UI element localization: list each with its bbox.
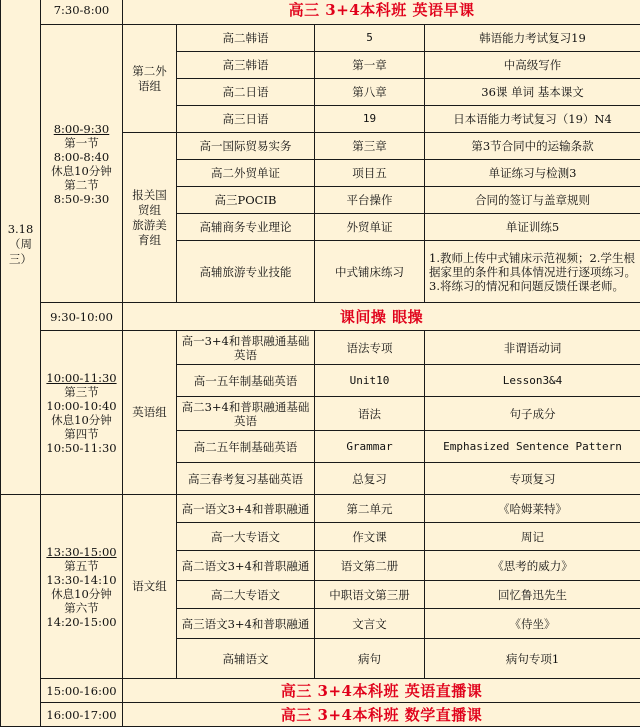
unit-cell: 第八章 <box>315 79 425 106</box>
unit-cell: 19 <box>315 106 425 133</box>
block1-period-2-time: 8:50-9:30 <box>43 192 120 206</box>
unit-cell: 语文第二册 <box>315 551 425 581</box>
group-second-language-line-2: 语组 <box>125 79 174 94</box>
content-cell: Emphasized Sentence Pattern <box>425 431 640 463</box>
content-cell: Lesson3&4 <box>425 365 640 397</box>
morning-time: 7:30-8:00 <box>41 0 123 25</box>
unit-cell: 文言文 <box>315 609 425 639</box>
content-cell: 病句专项1 <box>425 639 640 679</box>
course-cell: 高辅语文 <box>177 639 315 679</box>
course-cell: 高二大专语文 <box>177 581 315 609</box>
group-chinese: 语文组 <box>123 495 177 679</box>
content-cell: 《侍坐》 <box>425 609 640 639</box>
break-banner: 课间操 眼操 <box>123 303 640 331</box>
block2-period-2: 第四节 <box>43 427 120 441</box>
course-cell: 高二日语 <box>177 79 315 106</box>
unit-cell: 5 <box>315 25 425 52</box>
block1-time <box>41 25 123 303</box>
course-cell: 高辅商务专业理论 <box>177 214 315 241</box>
content-cell: 第3节合同中的运输条款 <box>425 133 640 160</box>
content-cell: 非谓语动词 <box>425 331 640 365</box>
content-cell: 单证练习与检测3 <box>425 160 640 187</box>
unit-cell: 第二单元 <box>315 495 425 523</box>
unit-cell: 第三章 <box>315 133 425 160</box>
content-cell: 专项复习 <box>425 463 640 495</box>
unit-cell: 语法 <box>315 397 425 431</box>
course-cell: 高一国际贸易实务 <box>177 133 315 160</box>
content-cell: 回忆鲁迅先生 <box>425 581 640 609</box>
course-cell: 高二外贸单证 <box>177 160 315 187</box>
course-cell: 高二五年制基础英语 <box>177 431 315 463</box>
unit-cell: 病句 <box>315 639 425 679</box>
course-cell: 高一大专语文 <box>177 523 315 551</box>
content-cell: 日本语能力考试复习（19）N4 <box>425 106 640 133</box>
content-cell: 36课 单词 基本课文 <box>425 79 640 106</box>
course-cell: 高一五年制基础英语 <box>177 365 315 397</box>
block2-period-1-time: 10:00-10:40 <box>43 399 120 413</box>
block2-time <box>41 331 123 495</box>
course-cell: 高辅旅游专业技能 <box>177 241 315 303</box>
live1-time: 15:00-16:00 <box>41 679 123 703</box>
group-english: 英语组 <box>123 331 177 495</box>
unit-cell: 项目五 <box>315 160 425 187</box>
unit-cell: 语法专项 <box>315 331 425 365</box>
block2-rest: 休息10分钟 <box>43 413 120 427</box>
day-cell-continued <box>1 495 41 727</box>
unit-cell: 第一章 <box>315 52 425 79</box>
unit-cell: 中职语文第三册 <box>315 581 425 609</box>
content-cell: 周记 <box>425 523 640 551</box>
block3-period-1: 第五节 <box>43 559 120 573</box>
day-weekday-1: （周 <box>3 237 38 252</box>
unit-cell: 外贸单证 <box>315 214 425 241</box>
block1-period-1-time: 8:00-8:40 <box>43 150 120 164</box>
content-cell: 中高级写作 <box>425 52 640 79</box>
unit-cell: 总复习 <box>315 463 425 495</box>
content-cell-note: 1.教师上传中式铺床示范视频；2.学生根据家里的条件和具体情况进行逐项练习。3.将练习的情况和问题反馈任课老师。 <box>425 241 640 303</box>
live2-banner: 高三 3+4本科班 数学直播课 <box>123 703 640 727</box>
day-date: 3.18 <box>3 222 38 237</box>
day-weekday-2: 三） <box>3 252 38 267</box>
course-cell: 高三POCIB <box>177 187 315 214</box>
block3-period-1-time: 13:30-14:10 <box>43 573 120 587</box>
course-cell: 高一语文3+4和普职融通 <box>177 495 315 523</box>
course-cell: 高二3+4和普职融通基础英语 <box>177 397 315 431</box>
block3-time <box>41 495 123 679</box>
block3-period-2: 第六节 <box>43 601 120 615</box>
group-second-language <box>123 25 177 133</box>
course-cell: 高三春考复习基础英语 <box>177 463 315 495</box>
course-cell: 高二韩语 <box>177 25 315 52</box>
block2-period-2-time: 10:50-11:30 <box>43 441 120 455</box>
group-trade-tourism <box>123 133 177 303</box>
block1-rest: 休息10分钟 <box>43 164 120 178</box>
group-trade-line-1: 报关国 <box>125 188 174 203</box>
block3-rest: 休息10分钟 <box>43 587 120 601</box>
course-cell: 高三韩语 <box>177 52 315 79</box>
content-cell: 《哈姆莱特》 <box>425 495 640 523</box>
unit-cell: Grammar <box>315 431 425 463</box>
block1-time-range: 8:00-9:30 <box>43 122 120 136</box>
group-second-language-line-1: 第二外 <box>125 64 174 79</box>
content-cell: 韩语能力考试复习19 <box>425 25 640 52</box>
content-cell: 句子成分 <box>425 397 640 431</box>
group-trade-line-4: 育组 <box>125 233 174 248</box>
course-cell: 高一3+4和普职融通基础英语 <box>177 331 315 365</box>
course-cell: 高三语文3+4和普职融通 <box>177 609 315 639</box>
block1-period-2: 第二节 <box>43 178 120 192</box>
block2-time-range: 10:00-11:30 <box>43 371 120 385</box>
break-time: 9:30-10:00 <box>41 303 123 331</box>
live2-time: 16:00-17:00 <box>41 703 123 727</box>
content-cell: 合同的签订与盖章规则 <box>425 187 640 214</box>
unit-cell: 中式铺床练习 <box>315 241 425 303</box>
group-trade-line-2: 贸组 <box>125 203 174 218</box>
block1-period-1: 第一节 <box>43 136 120 150</box>
course-cell: 高三日语 <box>177 106 315 133</box>
morning-banner: 高三 3+4本科班 英语早课 <box>123 0 640 25</box>
group-trade-line-3: 旅游美 <box>125 218 174 233</box>
course-cell: 高二语文3+4和普职融通 <box>177 551 315 581</box>
unit-cell: 平台操作 <box>315 187 425 214</box>
block3-period-2-time: 14:20-15:00 <box>43 615 120 629</box>
unit-cell: Unit10 <box>315 365 425 397</box>
content-cell: 《思考的威力》 <box>425 551 640 581</box>
content-cell: 单证训练5 <box>425 214 640 241</box>
live1-banner: 高三 3+4本科班 英语直播课 <box>123 679 640 703</box>
block2-period-1: 第三节 <box>43 385 120 399</box>
unit-cell: 作文课 <box>315 523 425 551</box>
day-cell <box>1 0 41 495</box>
block3-time-range: 13:30-15:00 <box>43 545 120 559</box>
